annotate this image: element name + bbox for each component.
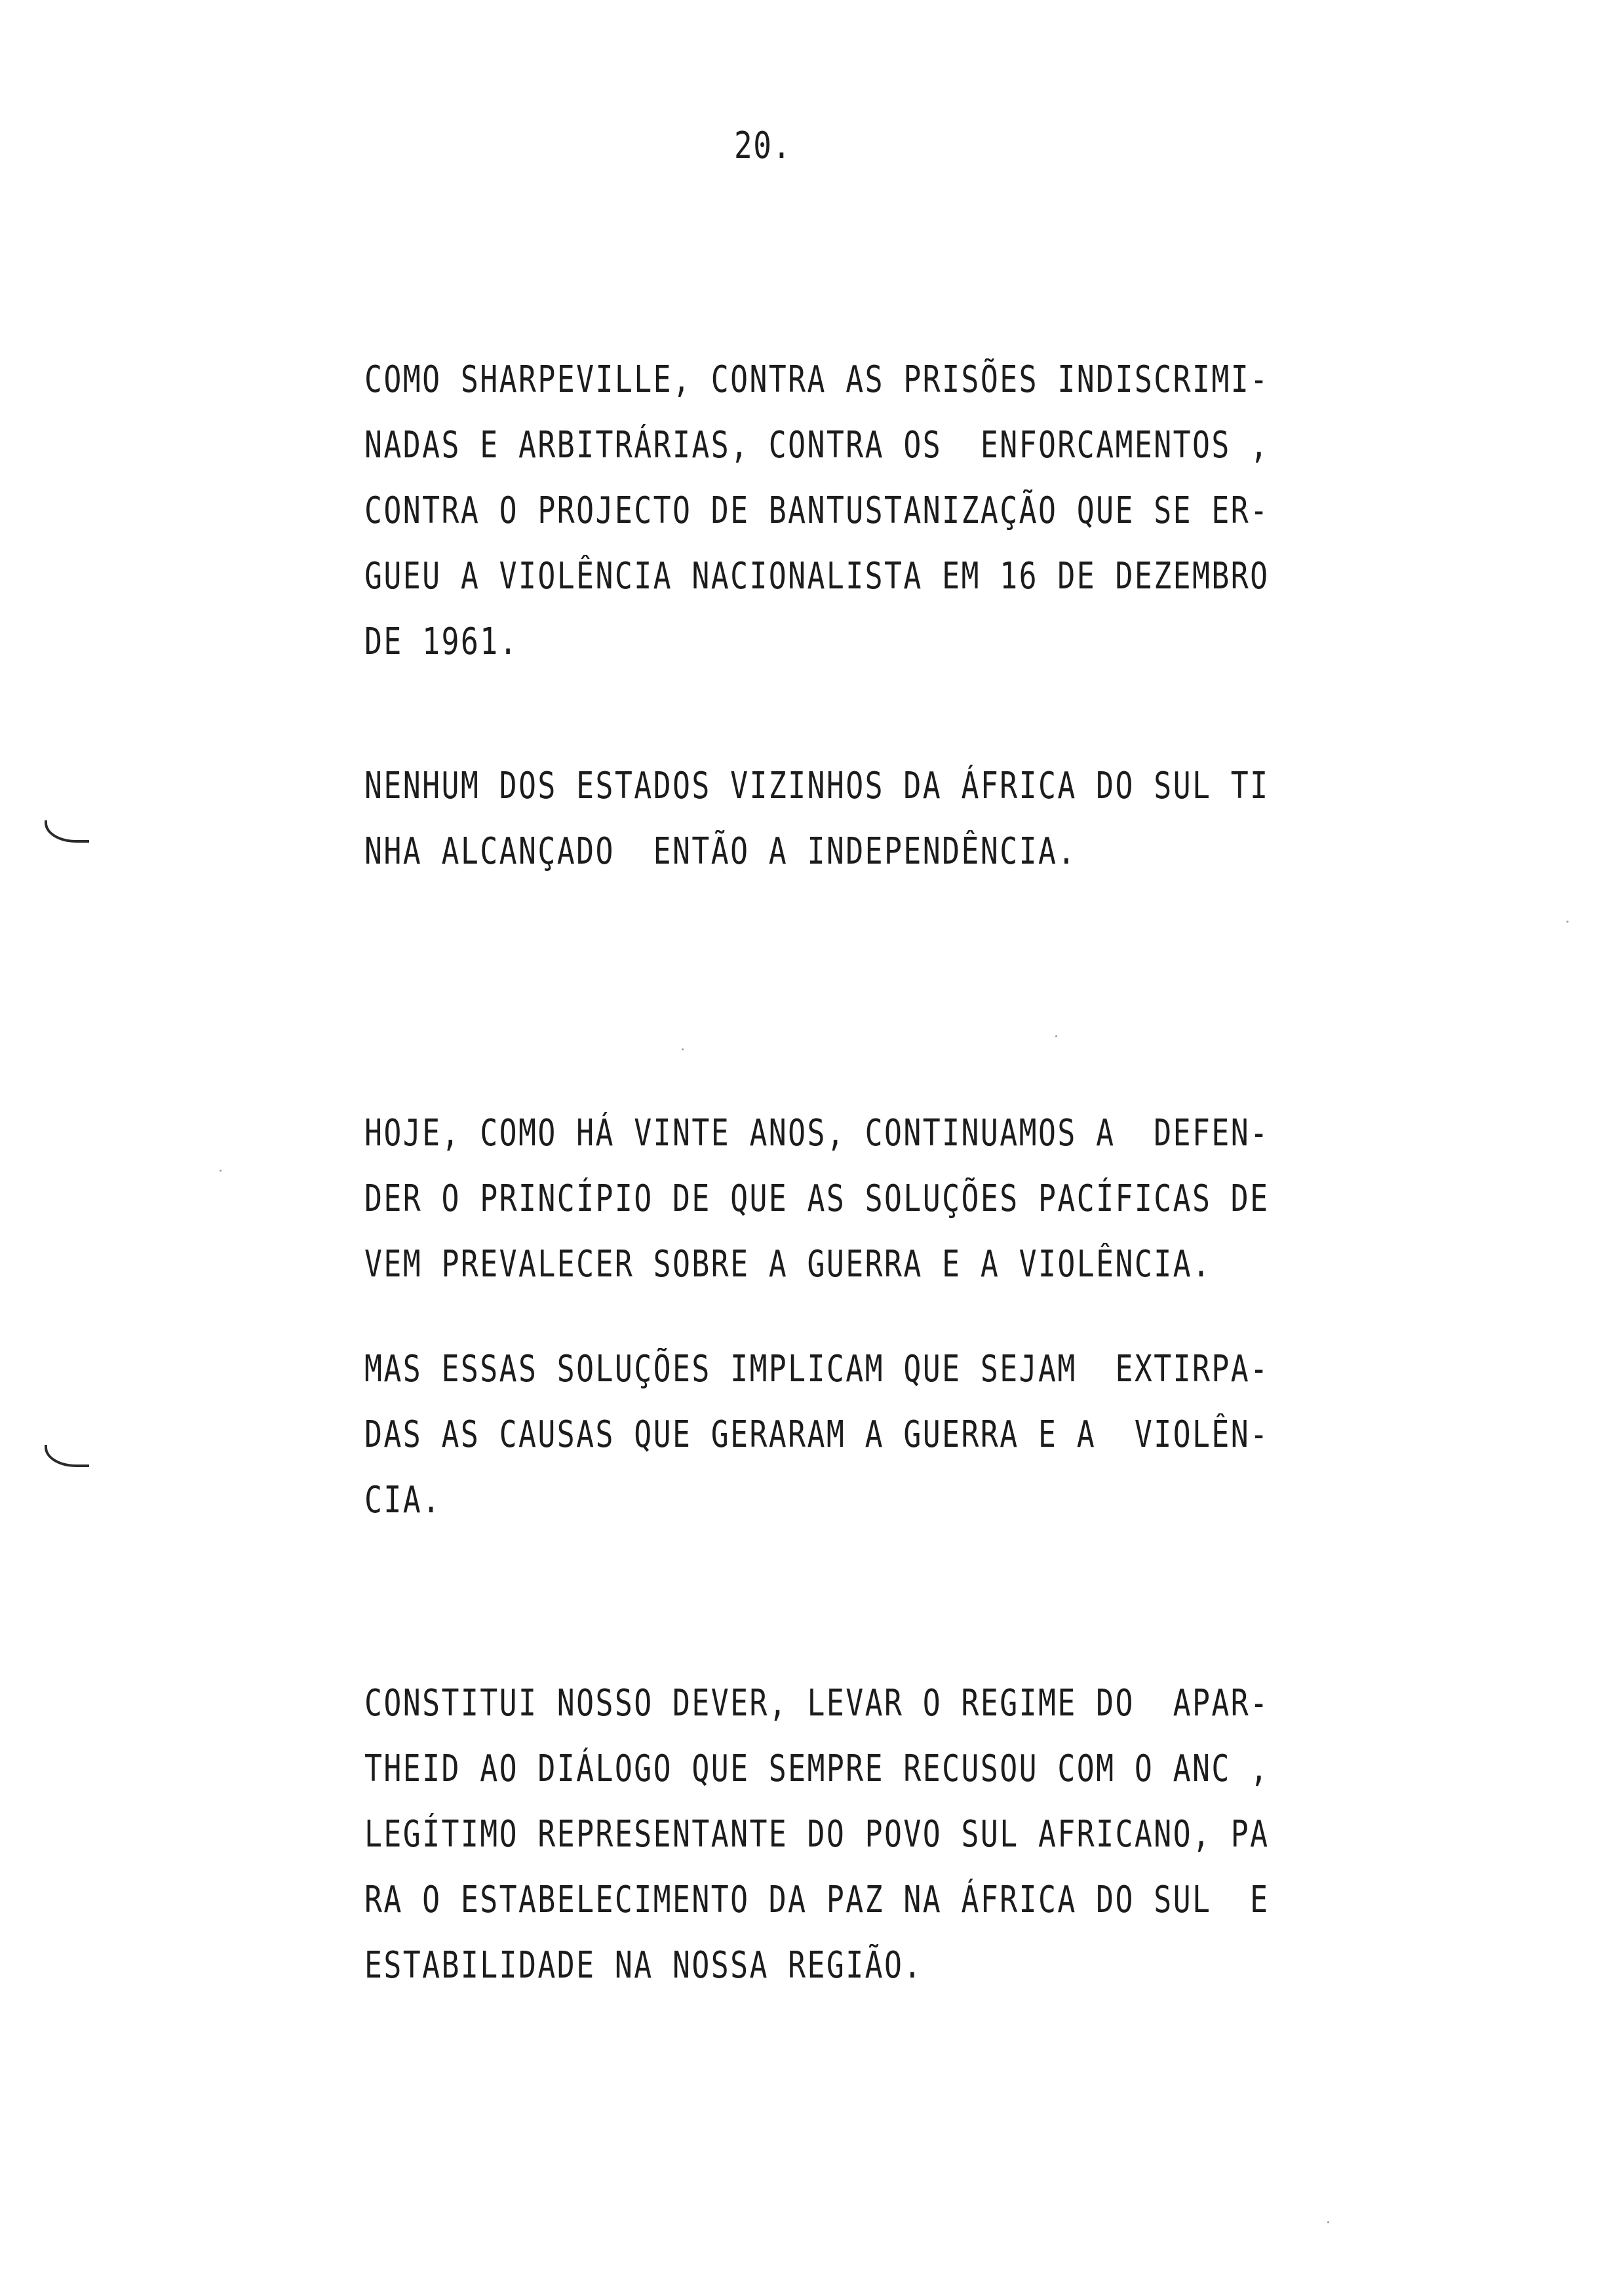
text-line: MAS ESSAS SOLUÇÕES IMPLICAM QUE SEJAM EXTIRPA- [364,1348,1270,1390]
paragraph-sharpeville [364,347,1496,675]
text-line: THEID AO DIÁLOGO QUE SEMPRE RECUSOU COM O ANC , [364,1748,1270,1790]
pen-bracket-mark-icon [45,820,89,843]
text-line: VEM PREVALECER SOBRE A GUERRA E A VIOLÊNCIA. [364,1243,1212,1286]
scan-speck [1327,2221,1329,2223]
paragraph-dialogue-duty [364,1671,1496,1999]
text-line: CIA. [364,1479,442,1521]
pen-bracket-mark-icon [45,1445,89,1467]
text-line: DE 1961. [364,621,518,663]
page-number: 20. [734,124,792,167]
text-line: CONTRA O PROJECTO DE BANTUSTANIZAÇÃO QUE SE ER- [364,489,1270,532]
scan-speck [220,1170,222,1172]
text-line: RA O ESTABELECIMENTO DA PAZ NA ÁFRICA DO SUL E [364,1879,1270,1921]
text-line: NHA ALCANÇADO ENTÃO A INDEPENDÊNCIA. [364,830,1077,873]
text-line: DER O PRINCÍPIO DE QUE AS SOLUÇÕES PACÍFICAS DE [364,1177,1270,1220]
paragraph-peaceful-solutions [364,1101,1496,1297]
text-line: CONSTITUI NOSSO DEVER, LEVAR O REGIME DO APAR- [364,1682,1270,1725]
text-line: ESTABILIDADE NA NOSSA REGIÃO. [364,1944,923,1987]
scan-speck [1566,921,1568,923]
paragraph-root-causes [364,1337,1496,1533]
text-line: LEGÍTIMO REPRESENTANTE DO POVO SUL AFRICANO, PA [364,1813,1270,1856]
text-line: NENHUM DOS ESTADOS VIZINHOS DA ÁFRICA DO SUL TI [364,765,1270,807]
scan-speck [1055,1035,1057,1037]
paragraph-neighbouring-states [364,754,1496,885]
text-line: DAS AS CAUSAS QUE GERARAM A GUERRA E A VIOLÊN- [364,1413,1270,1456]
text-line: COMO SHARPEVILLE, CONTRA AS PRISÕES INDISCRIMI- [364,358,1270,401]
text-line: GUEU A VIOLÊNCIA NACIONALISTA EM 16 DE DEZEMBRO [364,555,1270,598]
text-line: HOJE, COMO HÁ VINTE ANOS, CONTINUAMOS A DEFEN- [364,1112,1270,1155]
text-line: NADAS E ARBITRÁRIAS, CONTRA OS ENFORCAMENTOS , [364,424,1270,467]
scan-speck [682,1048,684,1050]
